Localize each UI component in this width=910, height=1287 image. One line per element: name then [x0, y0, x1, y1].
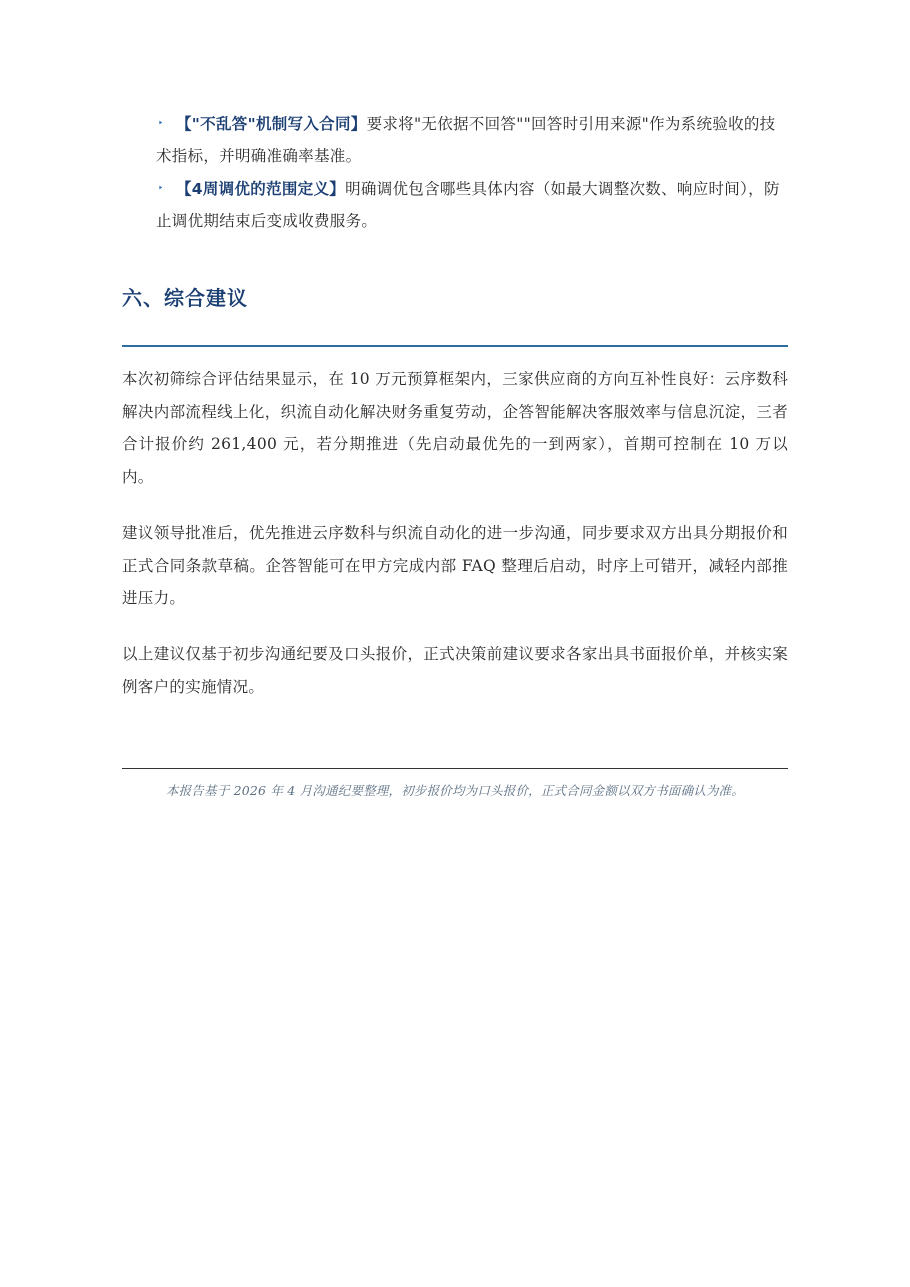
bullet-text: 要求将"无依据不回答""回答时引用来源"作为系统验收的技术指标，并明确准确率基准。 [156, 115, 776, 165]
paragraph-recommendation: 建议领导批准后，优先推进云序数科与织流自动化的进一步沟通，同步要求双方出具分期报价和正式合同条款草稿。企答智能可在甲方完成内部 FAQ 整理后启动，时序上可错开，减轻内部推进压力。 [122, 524, 788, 608]
section-divider [122, 345, 788, 347]
bullet-text: 明确调优包含哪些具体内容（如最大调整次数、响应时间），防止调优期结束后变成收费服务。 [156, 180, 780, 230]
paragraph-disclaimer: 以上建议仅基于初步沟通纪要及口头报价，正式决策前建议要求各家出具书面报价单，并核实案例客户的实施情况。 [122, 645, 788, 696]
bullet-key-phrase: 【"不乱答"机制写入合同】 [176, 115, 367, 133]
recommendation-bullet-list [156, 108, 788, 238]
bullet-item [156, 173, 788, 237]
triangle-bullet-icon: ‣ [158, 184, 164, 194]
footer-divider [122, 768, 788, 769]
section-title: 六、综合建议 [122, 286, 248, 310]
paragraph-summary: 本次初筛综合评估结果显示，在 10 万元预算框架内，三家供应商的方向互补性良好：云序数科解决内部流程线上化，织流自动化解决财务重复劳动，企答智能解决客服效率与信息沉淀，三者合计报价约 261,400 元，若分期推进（先启动最优先的一到两家），首期可控制在 10 万以内。 [122, 370, 788, 486]
footnote: 本报告基于 2026 年 4 月沟通纪要整理，初步报价均为口头报价，正式合同金额以双方书面确认为准。 [165, 783, 745, 798]
triangle-bullet-icon: ‣ [158, 119, 164, 129]
bullet-key-phrase: 【4周调优的范围定义】 [176, 180, 346, 198]
bullet-item [156, 108, 788, 172]
